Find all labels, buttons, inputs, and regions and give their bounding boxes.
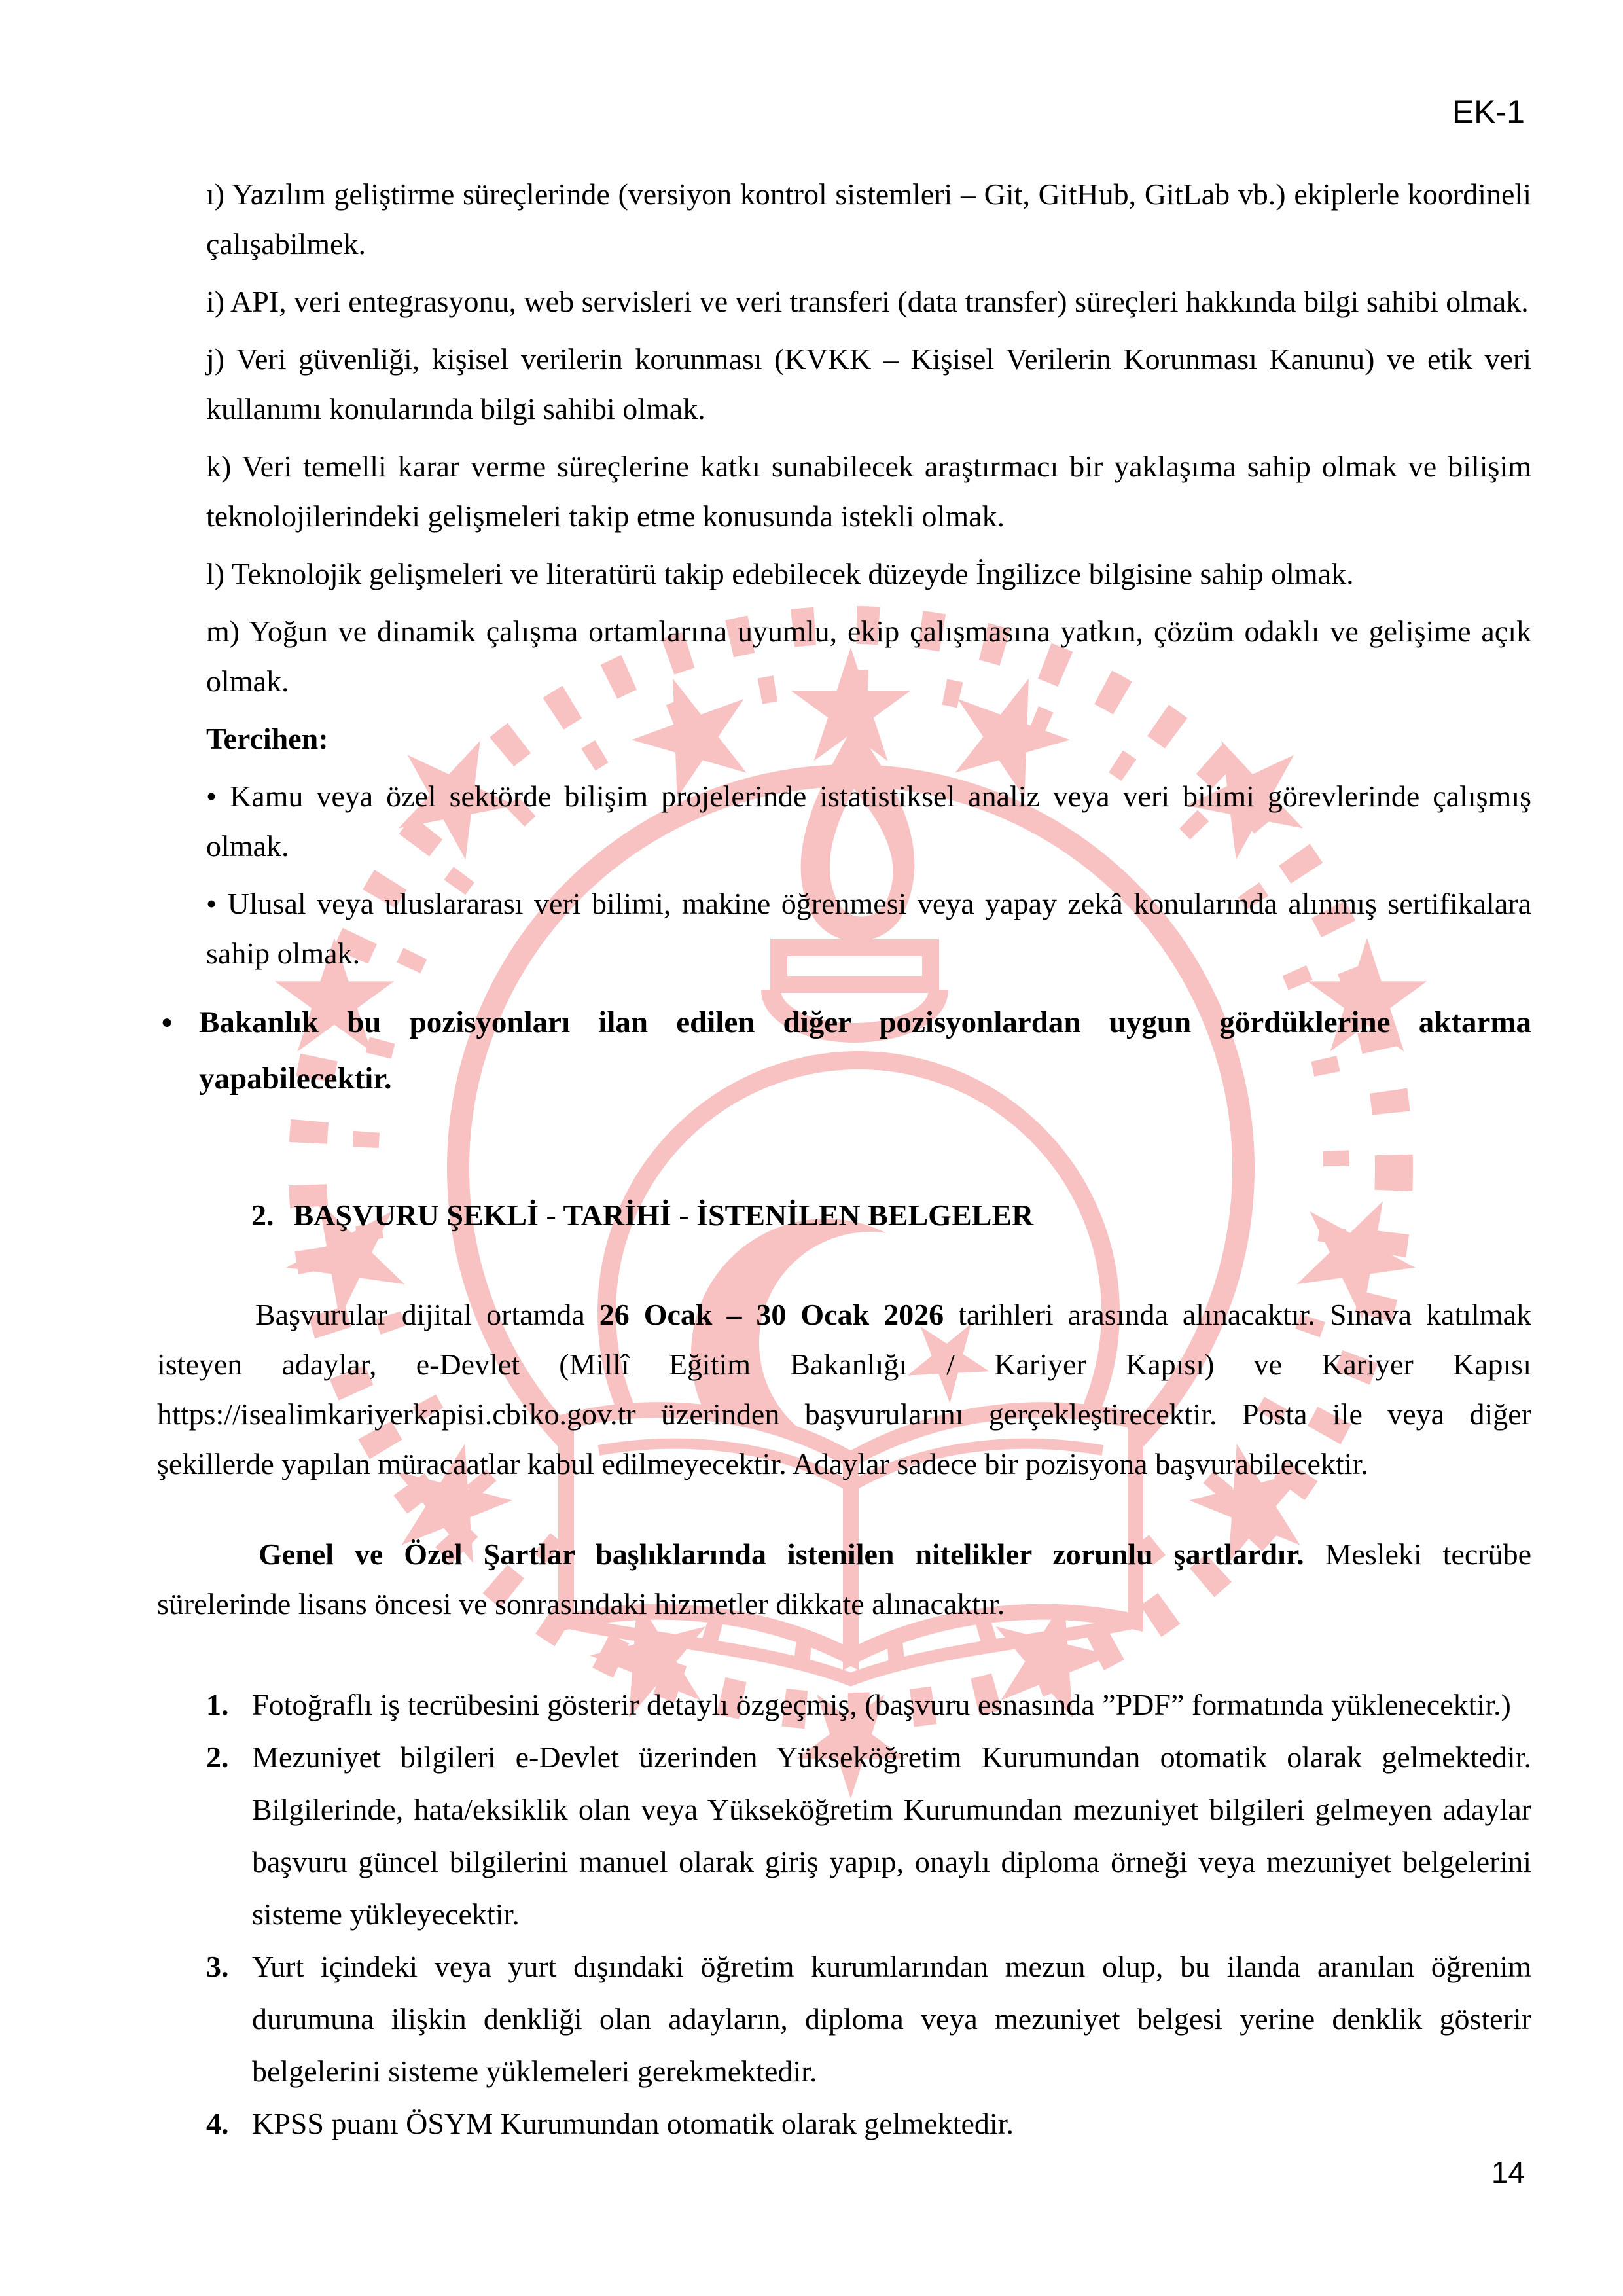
mandatory-rest-text: Mesleki tecrübe sürelerinde lisans öncesi ve sonrasındaki hizmetler dikkate alınacaktır. xyxy=(157,1537,1531,1621)
application-intro-pre: Başvurular dijital ortamda xyxy=(255,1298,599,1331)
bullet-icon: ● xyxy=(161,1011,173,1033)
application-dates: 26 Ocak – 30 Ocak 2026 xyxy=(599,1298,944,1331)
list-item-text: Fotoğraflı iş tecrübesini gösterir detaylı özgeçmiş, (başvuru esnasında ”PDF” formatında yüklenecektir.) xyxy=(252,1688,1511,1721)
requirement-item-i1: ı) Yazılım geliştirme süreçlerinde (versiyon kontrol sistemleri – Git, GitHub, GitLab vb.) ekiplerle koordineli çalışabilmek. xyxy=(206,177,1531,260)
section-heading xyxy=(251,1191,1531,1240)
transfer-note xyxy=(157,994,1531,1107)
requirement-item-l: l) Teknolojik gelişmeleri ve literatürü takip edebilecek düzeyde İngilizce bilgisine sahip olmak. xyxy=(206,557,1354,590)
section-title: BAŞVURU ŞEKLİ - TARİHİ - İSTENİLEN BELGELER xyxy=(293,1198,1034,1232)
list-number: 4. xyxy=(206,2107,229,2140)
application-intro-paragraph xyxy=(157,1290,1531,1489)
preferred-heading: Tercihen: xyxy=(206,722,329,755)
requirement-item-j: j) Veri güvenliği, kişisel verilerin korunması (KVKK – Kişisel Verilerin Korunması Kanunu) ve etik veri kullanımı konularında bilgi sahibi olmak. xyxy=(206,342,1531,425)
transfer-note-text: Bakanlık bu pozisyonları ilan edilen diğer pozisyonlardan uygun gördüklerine aktarma yapabilecektir. xyxy=(199,1005,1531,1096)
list-item-text: Yurt içindeki veya yurt dışındaki öğretim kurumlarından mezun olup, bu ilanda aranılan öğrenim durumuna ilişkin denkliği olan adayların, diploma veya mezuniyet belgesi yerine denklik gösterir belgelerini sisteme yüklemeleri gerekmektedir. xyxy=(252,1950,1531,2088)
document-list-item-3 xyxy=(206,1941,1531,2098)
list-number: 1. xyxy=(206,1688,229,1721)
preferred-item-1: • Kamu veya özel sektörde bilişim projelerinde istatistiksel analiz veya veri bilimi görevlerinde çalışmış olmak. xyxy=(206,780,1531,863)
list-number: 2. xyxy=(206,1740,229,1774)
mandatory-conditions-paragraph xyxy=(157,1530,1531,1629)
required-documents-list xyxy=(157,1679,1531,2150)
document-list-item-1 xyxy=(206,1679,1531,1731)
requirement-item-i2: i) API, veri entegrasyonu, web servisleri ve veri transferi (data transfer) süreçleri hakkında bilgi sahibi olmak. xyxy=(206,285,1529,318)
list-item-text: KPSS puanı ÖSYM Kurumundan otomatik olarak gelmektedir. xyxy=(252,2107,1014,2140)
document-list-item-4 xyxy=(206,2098,1531,2150)
requirement-item-k: k) Veri temelli karar verme süreçlerine katkı sunabilecek araştırmacı bir yaklaşıma sahip olmak ve bilişim teknolojilerindeki gelişmeleri takip etme konusunda istekli olmak. xyxy=(206,450,1531,533)
annex-tag: EK-1 xyxy=(1452,94,1525,130)
list-number: 3. xyxy=(206,1950,229,1983)
requirement-item-m: m) Yoğun ve dinamik çalışma ortamlarına uyumlu, ekip çalışmasına yatkın, çözüm odaklı ve gelişime açık olmak. xyxy=(206,615,1531,698)
preferred-item-2: • Ulusal veya uluslararası veri bilimi, makine öğrenmesi veya yapay zekâ konularında alınmış sertifikalara sahip olmak. xyxy=(206,887,1531,970)
section-number: 2. xyxy=(251,1198,274,1232)
mandatory-bold-text: Genel ve Özel Şartlar başlıklarında istenilen nitelikler zorunlu şartlardır. xyxy=(259,1537,1304,1571)
page-number: 14 xyxy=(1491,2155,1525,2189)
list-item-text: Mezuniyet bilgileri e-Devlet üzerinden Yükseköğretim Kurumundan otomatik olarak gelmektedir. Bilgilerinde, hata/eksiklik olan veya Yükseköğretim Kurumundan mezuniyet bilgileri gelmeyen adaylar başvuru güncel bilgilerini manuel olarak giriş yapıp, onaylı diploma örneği veya mezuniyet belgelerini sisteme yükleyecektir. xyxy=(252,1740,1531,1931)
application-intro-post: tarihleri arasında alınacaktır. Sınava katılmak isteyen adaylar, e-Devlet (Millî Eğitim Bakanlığı / Kariyer Kapısı) ve Kariyer Kapısı https://isealimkariyerkapisi.cbiko.gov.tr üzerinden başvurularını gerçekleştirecektir. Posta ile veya diğer şekillerde yapılan müracaatlar kabul edilmeyecektir. Adaylar sadece bir pozisyona başvurabilecektir. xyxy=(157,1298,1531,1480)
document-list-item-2 xyxy=(206,1731,1531,1941)
document-body xyxy=(157,170,1531,2150)
